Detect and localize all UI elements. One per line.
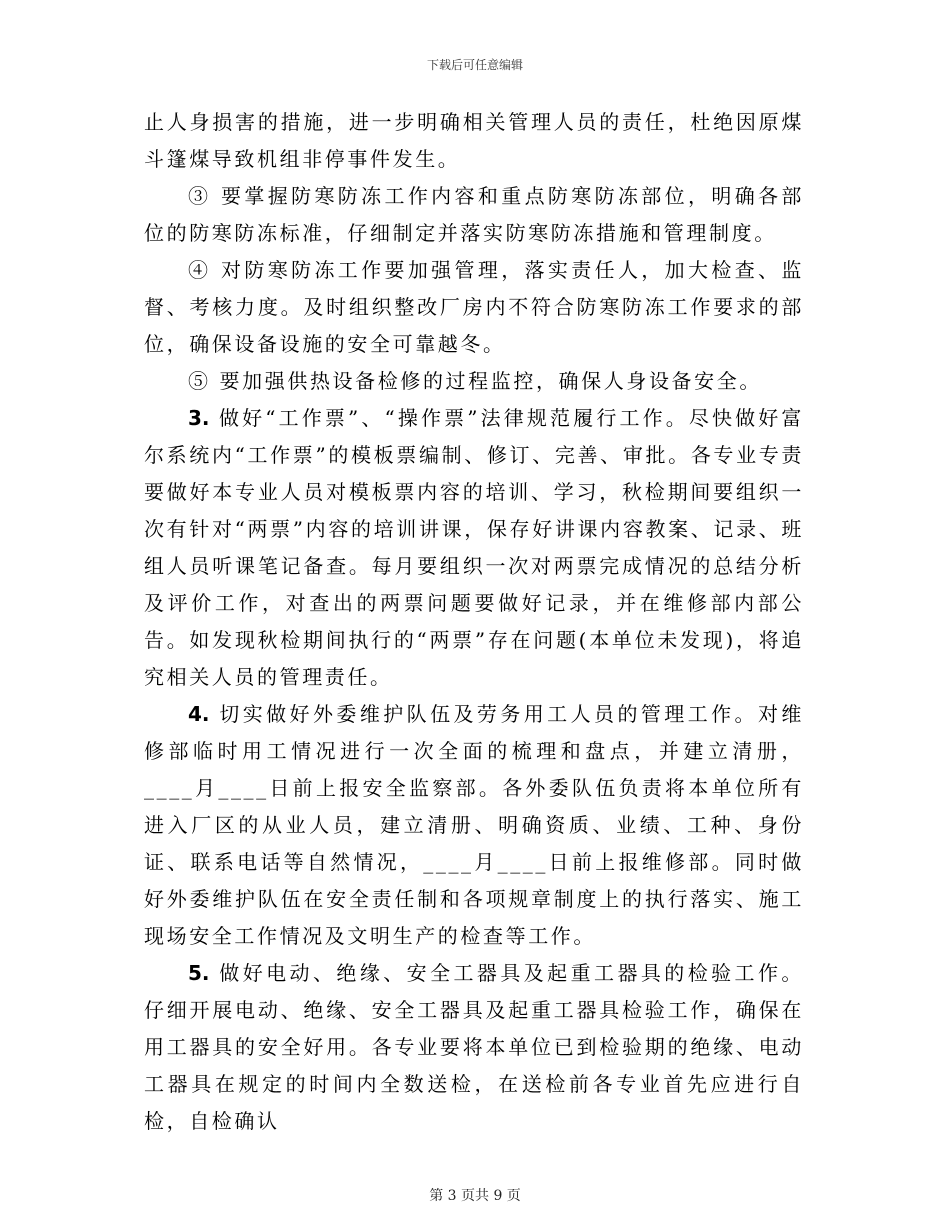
paragraph: [144, 955, 804, 1140]
paragraph-text: 止人身损害的措施，进一步明确相关管理人员的责任，杜绝因原煤斗篷煤导致机组非停事件发生。: [144, 110, 804, 171]
section-number: 4.: [188, 702, 210, 726]
paragraph: [144, 252, 804, 363]
paragraph-text: ③ 要掌握防寒防冻工作内容和重点防寒防冻部位，明确各部位的防寒防冻标准，仔细制定并落实防寒防冻措施和管理制度。: [144, 184, 804, 245]
paragraph-text: ④ 对防寒防冻工作要加强管理，落实责任人，加大检查、监督、考核力度。及时组织整改厂房内不符合防寒防冻工作要求的部位，确保设备设施的安全可靠越冬。: [144, 258, 804, 356]
paragraph-text: 做好电动、绝缘、安全工器具及起重工器具的检验工作。仔细开展电动、绝缘、安全工器具及起重工器具检验工作，确保在用工器具的安全好用。各专业要将本单位已到检验期的绝缘、电动工器具在规定的时间内全数送检，在送检前各专业首先应进行自检，自检确认: [144, 961, 804, 1133]
paragraph: [144, 400, 804, 696]
paragraph: [144, 104, 804, 178]
section-number: 5.: [188, 961, 210, 985]
page-footer: 第 3 页共 9 页: [429, 1188, 521, 1204]
paragraph-text: 做好“工作票”、“操作票”法律规范履行工作。尽快做好富尔系统内“工作票”的模板票编制、修订、完善、审批。各专业专责要做好本专业人员对模板票内容的培训、学习，秋检期间要组织一次有针对“两票”内容的培训讲课，保存好讲课内容教案、记录、班组人员听课笔记备查。每月要组织一次对两票完成情况的总结分析及评价工作，对查出的两票问题要做好记录，并在维修部内部公告。如发现秋检期间执行的“两票”存在问题(本单位未发现)，将追究相关人员的管理责任。: [144, 406, 804, 689]
paragraph-text: 切实做好外委维护队伍及劳务用工人员的管理工作。对维修部临时用工情况进行一次全面的梳理和盘点，并建立清册，____月____日前上报安全监察部。各外委队伍负责将本单位所有进入厂区的从业人员，建立清册、明确资质、业绩、工种、身份证、联系电话等自然情况，____月____日前上报维修部。同时做好外委维护队伍在安全责任制和各项规章制度上的执行落实、施工现场安全工作情况及文明生产的检查等工作。: [144, 702, 804, 948]
paragraph: [144, 696, 804, 955]
page-header: 下载后可任意编辑: [426, 58, 523, 72]
paragraph: [144, 363, 804, 400]
paragraph: [144, 178, 804, 252]
section-number: 3.: [188, 406, 210, 430]
document-body: [144, 104, 804, 1140]
paragraph-text: ⑤ 要加强供热设备检修的过程监控，确保人身设备安全。: [188, 369, 762, 393]
